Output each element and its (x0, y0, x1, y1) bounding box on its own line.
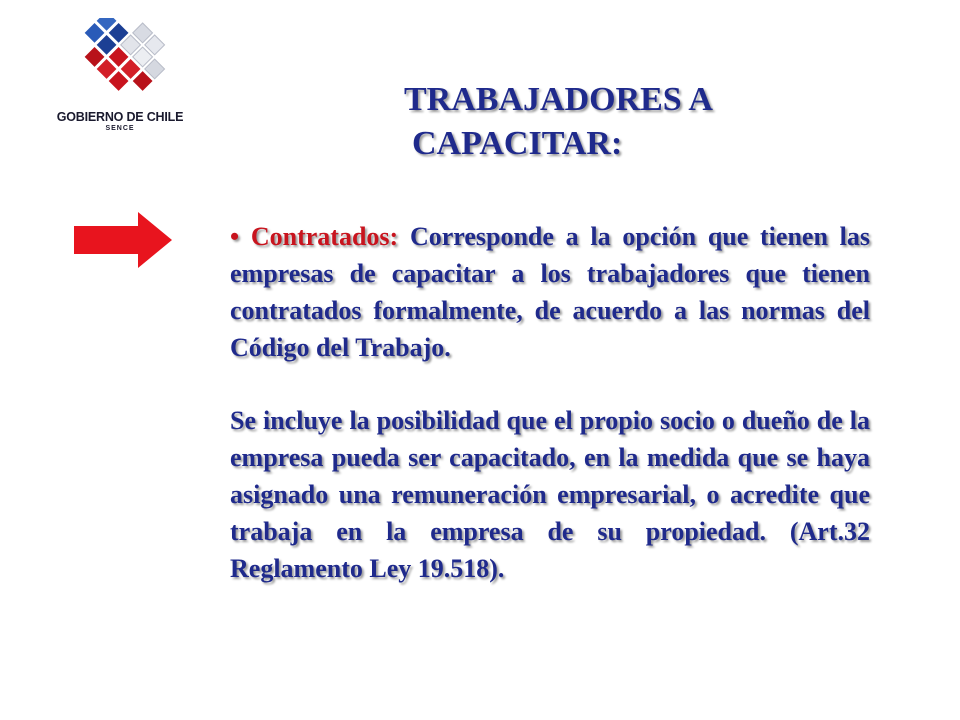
gobierno-de-chile-logo (40, 18, 200, 148)
slide-title (380, 78, 800, 166)
bullet-paragraph (230, 218, 870, 366)
logo-sub: SENCE (105, 125, 135, 132)
bullet-lead: Contratados: (250, 222, 399, 251)
title-line-2: CAPACITAR: (412, 125, 623, 162)
right-arrow-icon (74, 212, 174, 273)
bullet-marker: • (230, 222, 240, 251)
bullet-text: Corresponde a la opción que tienen las empresas de capacitar a los trabajadores que tienen contratados formalmente, de acuerdo a las normas del Código del Trabajo. (230, 222, 870, 362)
logo-mark-icon (58, 18, 183, 110)
logo-name: GOBIERNO DE CHILE (56, 110, 184, 124)
title-line-1: TRABAJADORES A (404, 81, 713, 118)
second-paragraph: Se incluye la posibilidad que el propio socio o dueño de la empresa pueda ser capacitado, en la medida que se haya asignado una remuneración empresarial, o acredite que trabaja en la empresa de su propiedad. (Art.32 Reglamento Ley 19.518). (230, 406, 870, 583)
slide-body (230, 218, 870, 587)
